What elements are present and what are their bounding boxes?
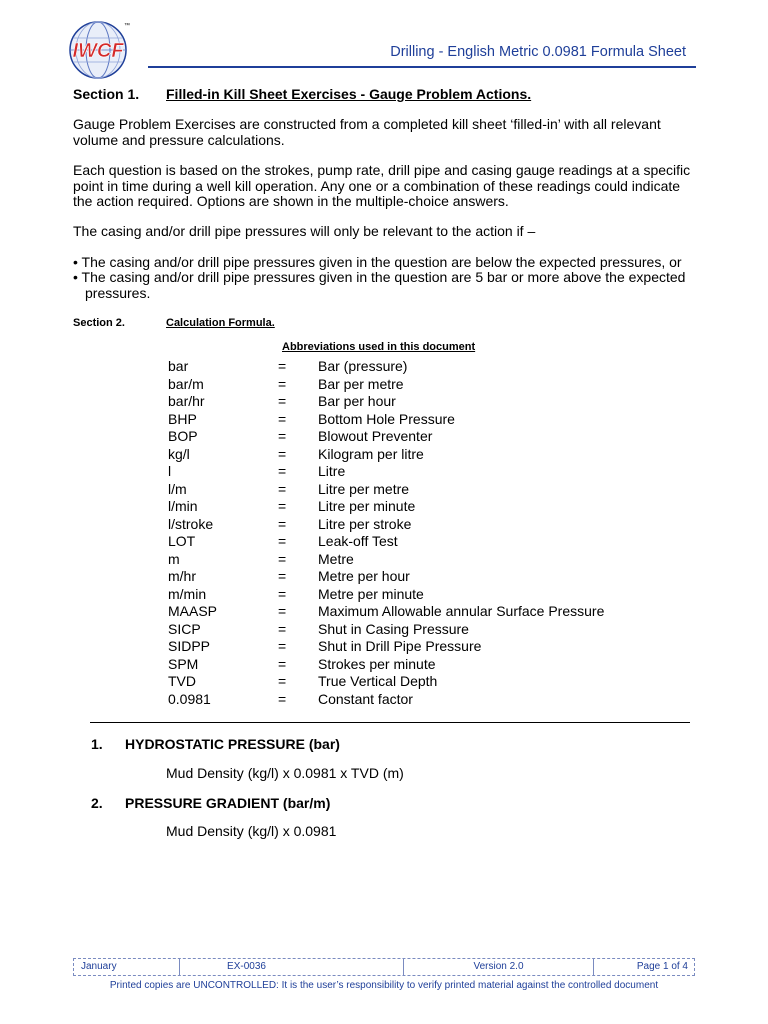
bullet-below-expected: • The casing and/or drill pipe pressures given in the question are below the expected pressures, or	[73, 254, 682, 270]
equals-sign: =	[278, 428, 287, 444]
section2-title: Calculation Formula.	[166, 317, 275, 329]
abbreviation-definition: Bottom Hole Pressure	[318, 410, 455, 427]
header-rule	[148, 66, 696, 68]
abbreviation-term: BHP	[168, 410, 197, 427]
abbreviation-term: bar/m	[168, 375, 204, 392]
abbreviation-term: l	[168, 463, 172, 479]
formula-title: HYDROSTATIC PRESSURE (bar)	[125, 736, 340, 752]
abbreviation-definition: Bar (pressure)	[318, 358, 408, 374]
paragraph-intro: Gauge Problem Exercises are constructed from a completed kill sheet ‘filled-in’ with all relevant volume and pressure calculations.	[73, 116, 661, 148]
abbreviation-definition: Constant factor	[318, 690, 413, 707]
equals-sign: =	[278, 498, 287, 514]
abbreviation-definition: Bar per hour	[318, 393, 396, 409]
trademark-symbol: ™	[124, 23, 130, 29]
formula-expression: Mud Density (kg/l) x 0.0981	[166, 823, 337, 839]
abbreviation-term: SPM	[168, 655, 199, 672]
formula-number: 1.	[91, 736, 103, 752]
bullet-above-expected: • The casing and/or drill pipe pressures given in the question are 5 bar or more above the expected pressures.	[73, 269, 686, 301]
abbreviation-term: kg/l	[168, 445, 190, 462]
equals-sign: =	[278, 603, 287, 619]
abbreviation-definition: Blowout Preventer	[318, 428, 433, 444]
abbreviation-term: BOP	[168, 428, 198, 444]
formula-expression: Mud Density (kg/l) x 0.0981 x TVD (m)	[166, 765, 404, 781]
abbreviation-term: bar	[168, 358, 189, 374]
abbreviation-term: MAASP	[168, 603, 218, 619]
abbreviation-definition: True Vertical Depth	[318, 673, 438, 689]
abbreviation-definition: Strokes per minute	[318, 655, 436, 672]
equals-sign: =	[278, 550, 287, 567]
formula-title: PRESSURE GRADIENT (bar/m)	[125, 795, 331, 811]
equals-sign: =	[278, 410, 287, 427]
equals-sign: =	[278, 463, 287, 479]
abbreviation-term: LOT	[168, 533, 196, 549]
footer-page-number: Page 1 of 4	[636, 961, 688, 972]
abbreviation-definition: Litre per metre	[318, 480, 410, 497]
section1-title: Filled-in Kill Sheet Exercises - Gauge Problem Actions.	[166, 86, 532, 102]
abbreviation-term: m/min	[168, 585, 207, 602]
abbreviation-definition: Shut in Drill Pipe Pressure	[318, 638, 482, 654]
equals-sign: =	[278, 673, 287, 689]
abbreviation-term: SICP	[168, 620, 201, 637]
abbreviations-heading: Abbreviations used in this document	[282, 341, 476, 353]
abbreviation-term: TVD	[168, 673, 196, 689]
abbreviation-term: SIDPP	[168, 638, 211, 654]
abbreviation-definition: Metre per hour	[318, 568, 410, 584]
document-title: Drilling - English Metric 0.0981 Formula Sheet	[390, 44, 686, 60]
equals-sign: =	[278, 638, 287, 654]
abbreviation-definition: Litre per minute	[318, 498, 416, 514]
abbreviation-term: 0.0981	[168, 690, 211, 707]
equals-sign: =	[278, 515, 287, 532]
section-divider	[90, 722, 690, 723]
equals-sign: =	[278, 393, 287, 409]
abbreviation-term: l/stroke	[168, 515, 214, 532]
abbreviation-definition: Metre	[318, 550, 354, 567]
abbreviation-term: m	[168, 550, 180, 567]
iwcf-logo	[60, 18, 138, 80]
equals-sign: =	[278, 375, 287, 392]
abbreviation-definition: Metre per minute	[318, 585, 424, 602]
formula-number: 2.	[91, 795, 103, 811]
footer-table	[73, 958, 695, 976]
abbreviation-term: l/min	[168, 498, 198, 514]
equals-sign: =	[278, 690, 287, 707]
footer-doc-id: EX-0036	[180, 959, 404, 975]
abbreviation-term: l/m	[168, 480, 187, 497]
equals-sign: =	[278, 620, 287, 637]
footer-uncontrolled-note: Printed copies are UNCONTROLLED: It is the user’s responsibility to verify printed material against the controlled document	[109, 980, 659, 991]
footer-date: January	[74, 959, 180, 975]
abbreviation-definition: Bar per metre	[318, 375, 404, 392]
abbreviation-definition: Maximum Allowable annular Surface Pressure	[318, 603, 605, 619]
equals-sign: =	[278, 533, 287, 549]
section1-number: Section 1.	[73, 86, 140, 102]
equals-sign: =	[278, 655, 287, 672]
abbreviation-definition: Litre	[318, 463, 346, 479]
logo-wordmark: IWCF	[72, 40, 124, 62]
equals-sign: =	[278, 358, 287, 374]
abbreviation-definition: Litre per stroke	[318, 515, 412, 532]
paragraph-question-basis: Each question is based on the strokes, pump rate, drill pipe and casing gauge readings at a specific point in time during a well kill operation. Any one or a combination of these readings could indicate the action required. Options are shown in the multiple-choice answers.	[73, 162, 691, 209]
abbreviation-definition: Leak-off Test	[318, 533, 398, 549]
equals-sign: =	[278, 445, 287, 462]
globe-logo-icon	[60, 18, 138, 80]
equals-sign: =	[278, 585, 287, 602]
abbreviation-definition: Kilogram per litre	[318, 445, 424, 462]
abbreviation-term: bar/hr	[168, 393, 205, 409]
abbreviation-term: m/hr	[168, 568, 196, 584]
paragraph-relevance: The casing and/or drill pipe pressures will only be relevant to the action if –	[73, 223, 536, 239]
abbreviation-definition: Shut in Casing Pressure	[318, 620, 469, 637]
footer-version: Version 2.0	[404, 959, 594, 975]
equals-sign: =	[278, 480, 287, 497]
equals-sign: =	[278, 568, 287, 584]
section2-number: Section 2.	[73, 317, 125, 329]
